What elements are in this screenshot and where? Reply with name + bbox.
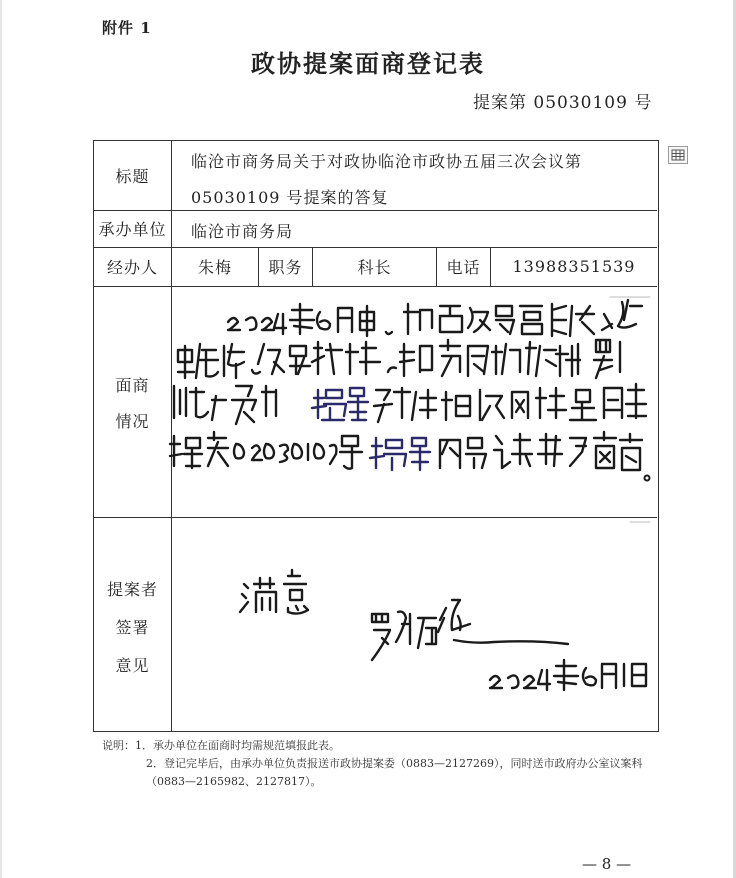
opinion-label-line1: 提案者 [106, 580, 158, 599]
title-value-line2: 05030109 号提案的答复 [191, 188, 389, 207]
title-value-line1: 临沧市商务局关于对政协临沧市政协五届三次会议第 [191, 152, 583, 171]
unit-value: 临沧市商务局 [191, 222, 294, 241]
proposal-number: 提案第 05030109 号 [473, 93, 653, 113]
phone-value: 13988351539 [512, 257, 636, 276]
handwritten-meeting-line-2 [178, 340, 620, 378]
opinion-label-line2: 签署 [115, 618, 150, 637]
handler-name: 朱梅 [197, 258, 232, 277]
position-value: 科长 [357, 258, 392, 277]
unit-label: 承办单位 [98, 220, 167, 239]
phone-label: 电话 [446, 258, 481, 277]
handwritten-meeting-line-3 [174, 384, 646, 424]
handwritten-opinion [240, 570, 308, 614]
document-title: 政协提案面商登记表 [251, 49, 485, 78]
notes-line-1: 说明：1．承办单位在面商时均需规范填报此表。 [102, 739, 340, 752]
notes-line-2: 2．登记完毕后，由承办单位负责报送市政协提案委（0883—2127269），同时送市政府办公室议案科（0883—2165982、2127817）。 [146, 757, 643, 788]
handler-label: 经办人 [106, 258, 158, 277]
meeting-label-line1: 面商 [115, 376, 150, 395]
page-number: — 8 — [582, 855, 632, 873]
opinion-label-line3: 意见 [115, 656, 150, 675]
handwritten-signature [372, 600, 568, 660]
meeting-label-line2: 情况 [115, 412, 150, 431]
handwritten-meeting-line-4 [170, 432, 650, 481]
handwritten-meeting-line-1 [228, 300, 642, 336]
position-label: 职务 [268, 258, 303, 277]
handwritten-date [490, 660, 646, 690]
title-label: 标题 [115, 167, 150, 186]
attachment-label: 附件 1 [102, 19, 152, 37]
